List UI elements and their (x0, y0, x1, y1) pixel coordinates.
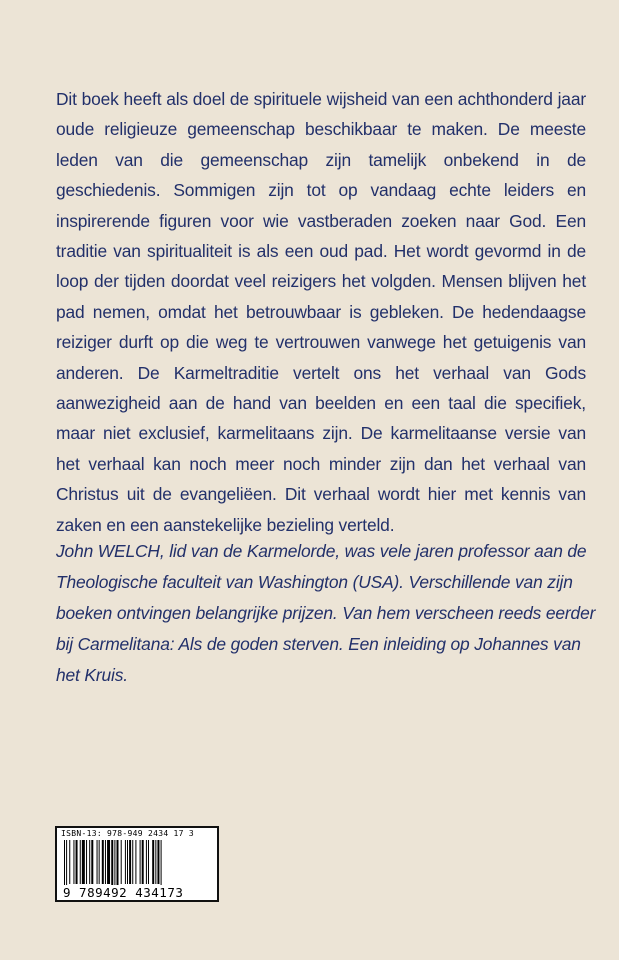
barcode-bar (111, 840, 113, 888)
barcode-bar (140, 840, 141, 884)
barcode-bars (64, 840, 210, 888)
barcode-bar (76, 840, 78, 884)
barcode-bar (135, 840, 136, 884)
barcode-bar (99, 840, 100, 884)
barcode-bar (82, 840, 85, 884)
barcode-bar (89, 840, 90, 884)
barcode-bar (148, 840, 149, 884)
barcode-bar (127, 840, 128, 884)
barcode-bar (66, 840, 67, 888)
barcode-digits: 9 789492 434173 (63, 885, 184, 900)
barcode-bar (129, 840, 131, 884)
barcode-bar (105, 840, 106, 884)
back-cover-blurb: Dit boek heeft als doel de spirituele wijsheid van een achthonderd jaar oude religieuze gemeenschap beschikbaar te maken. De meeste leden van die gemeenschap zijn tamelijk onbekend in de geschiedenis. Sommigen zijn tot op vandaag echte leiders en inspirerende figuren voor wie vastberaden zoeken naar God. Een traditie van spiritualiteit is als een oud pad. Het wordt gevormd in de loop der tijden doordat veel reizigers het volgden. Mensen blijven het pad nemen, omdat het betrouwbaar is gebleken. De hedendaagse reiziger durft op die weg te vertrouwen vanwege het getuigenis van anderen. De Karmeltraditie vertelt ons het verhaal van Gods aanwezigheid aan de hand van beelden en een taal die specifiek, maar niet exclusief, karmelitaans zijn. De karmelitaanse versie van het verhaal kan noch meer noch minder zijn dan het verhaal van Christus uit de evangeliëen. Dit verhaal wordt hier met kennis van zaken en een aanstekelijke bezieling verteld. (56, 89, 586, 535)
barcode-bar (73, 840, 74, 884)
barcode-bar (121, 840, 122, 884)
isbn-barcode (55, 826, 219, 902)
barcode-bar (125, 840, 126, 884)
barcode-bar (102, 840, 104, 884)
barcode-bar (64, 840, 65, 888)
isbn-label: ISBN-13: 978-949 2434 17 3 (61, 829, 195, 838)
barcode-bar (97, 840, 98, 884)
author-bio: John WELCH, lid van de Karmelorde, was vele jaren professor aan de Theologische faculteit van Washington (USA). Verschillende van zijn boeken ontvingen belangrijke prijzen. Van hem verscheen reeds eerder bij Carmelitana: Als de goden sterven. Een inleiding op Johannes van het Kruis. (56, 541, 596, 685)
barcode-bar (152, 840, 154, 884)
barcode-bar (69, 840, 70, 884)
barcode-bar (161, 840, 162, 888)
barcode-bar (146, 840, 147, 884)
barcode-bar (155, 840, 156, 884)
barcode-bar (117, 840, 119, 888)
barcode-bar (91, 840, 93, 884)
barcode-bar (142, 840, 144, 884)
barcode-bar (107, 840, 110, 884)
barcode-bar (86, 840, 87, 884)
barcode-bar (132, 840, 133, 884)
barcode-bar (80, 840, 81, 884)
barcode-bar (157, 840, 159, 884)
barcode-bar (114, 840, 115, 888)
